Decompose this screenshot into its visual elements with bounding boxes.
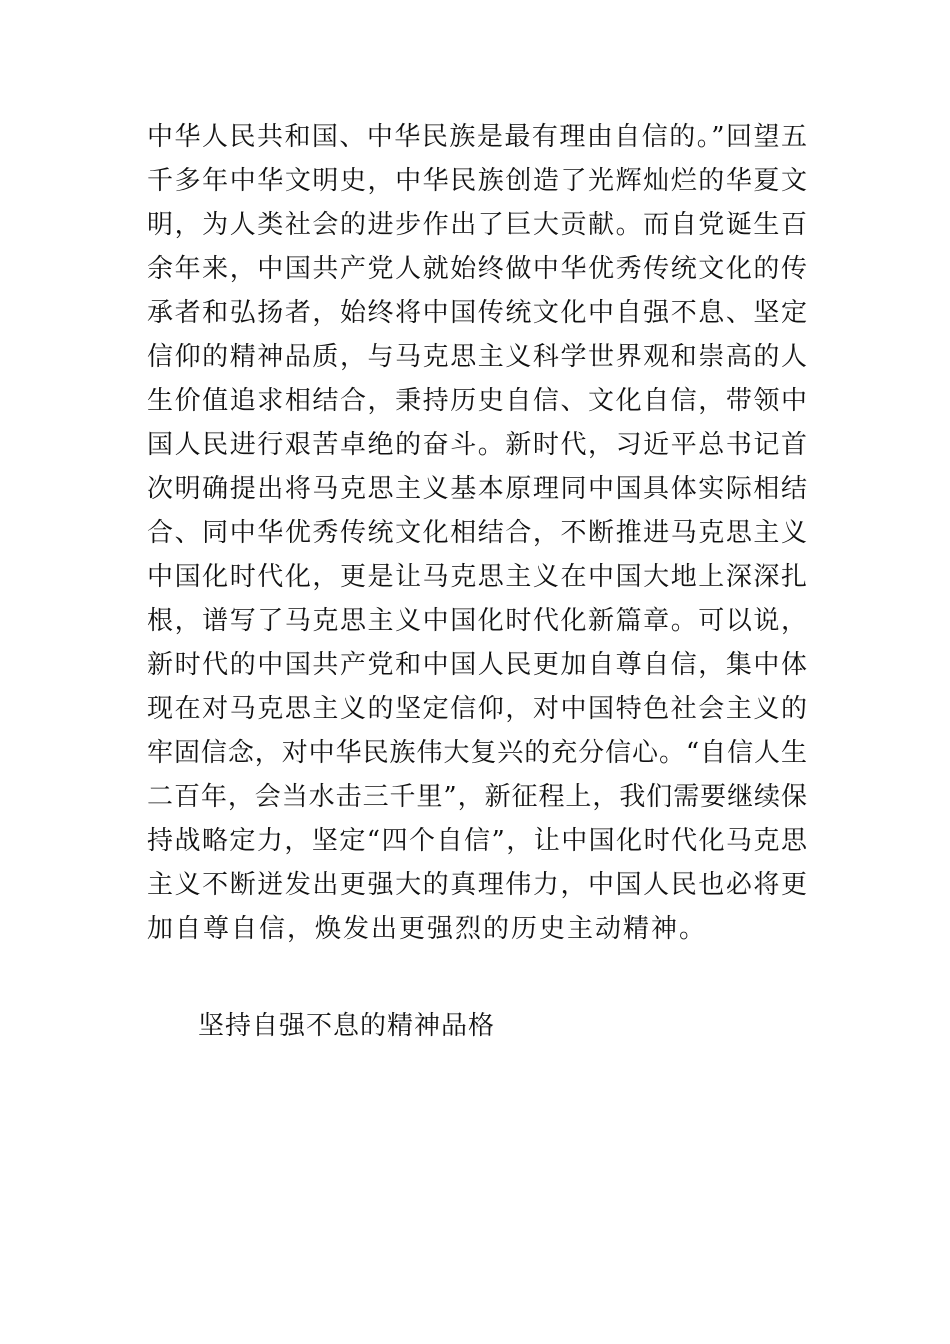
paragraph-line: 余年来，中国共产党人就始终做中华优秀传统文化的传 xyxy=(147,254,807,284)
paragraph-line: 合、同中华优秀传统文化相结合，不断推进马克思主义 xyxy=(147,518,807,548)
paragraph-line: 信仰的精神品质，与马克思主义科学世界观和崇高的人 xyxy=(147,342,807,372)
body-paragraph xyxy=(147,115,807,951)
paragraph-line: 国人民进行艰苦卓绝的奋斗。新时代，习近平总书记首 xyxy=(147,430,807,460)
paragraph-line: 现在对马克思主义的坚定信仰，对中国特色社会主义的 xyxy=(147,694,807,724)
paragraph-line: 加自尊自信，焕发出更强烈的历史主动精神。 xyxy=(147,914,708,944)
paragraph-line: 生价值追求相结合，秉持历史自信、文化自信，带领中 xyxy=(147,386,807,416)
paragraph-line: 持战略定力，坚定“四个自信”，让中国化时代化马克思 xyxy=(147,826,807,856)
paragraph-line: 中国化时代化，更是让马克思主义在中国大地上深深扎 xyxy=(147,562,807,592)
paragraph-line: 新时代的中国共产党和中国人民更加自尊自信，集中体 xyxy=(147,650,807,680)
paragraph-line: 千多年中华文明史，中华民族创造了光辉灿烂的华夏文 xyxy=(147,166,807,196)
section-heading: 坚持自强不息的精神品格 xyxy=(198,1011,496,1041)
paragraph-line: 明，为人类社会的进步作出了巨大贡献。而自党诞生百 xyxy=(147,210,807,240)
paragraph-line: 中华人民共和国、中华民族是最有理由自信的。”回望五 xyxy=(147,122,807,152)
paragraph-line: 二百年，会当水击三千里”，新征程上，我们需要继续保 xyxy=(147,782,807,812)
paragraph-line: 承者和弘扬者，始终将中国传统文化中自强不息、坚定 xyxy=(147,298,807,328)
paragraph-line: 牢固信念，对中华民族伟大复兴的充分信心。“自信人生 xyxy=(147,738,807,768)
paragraph-line: 主义不断迸发出更强大的真理伟力，中国人民也必将更 xyxy=(147,870,807,900)
paragraph-line: 根，谱写了马克思主义中国化时代化新篇章。可以说， xyxy=(147,606,807,636)
paragraph-line: 次明确提出将马克思主义基本原理同中国具体实际相结 xyxy=(147,474,807,504)
